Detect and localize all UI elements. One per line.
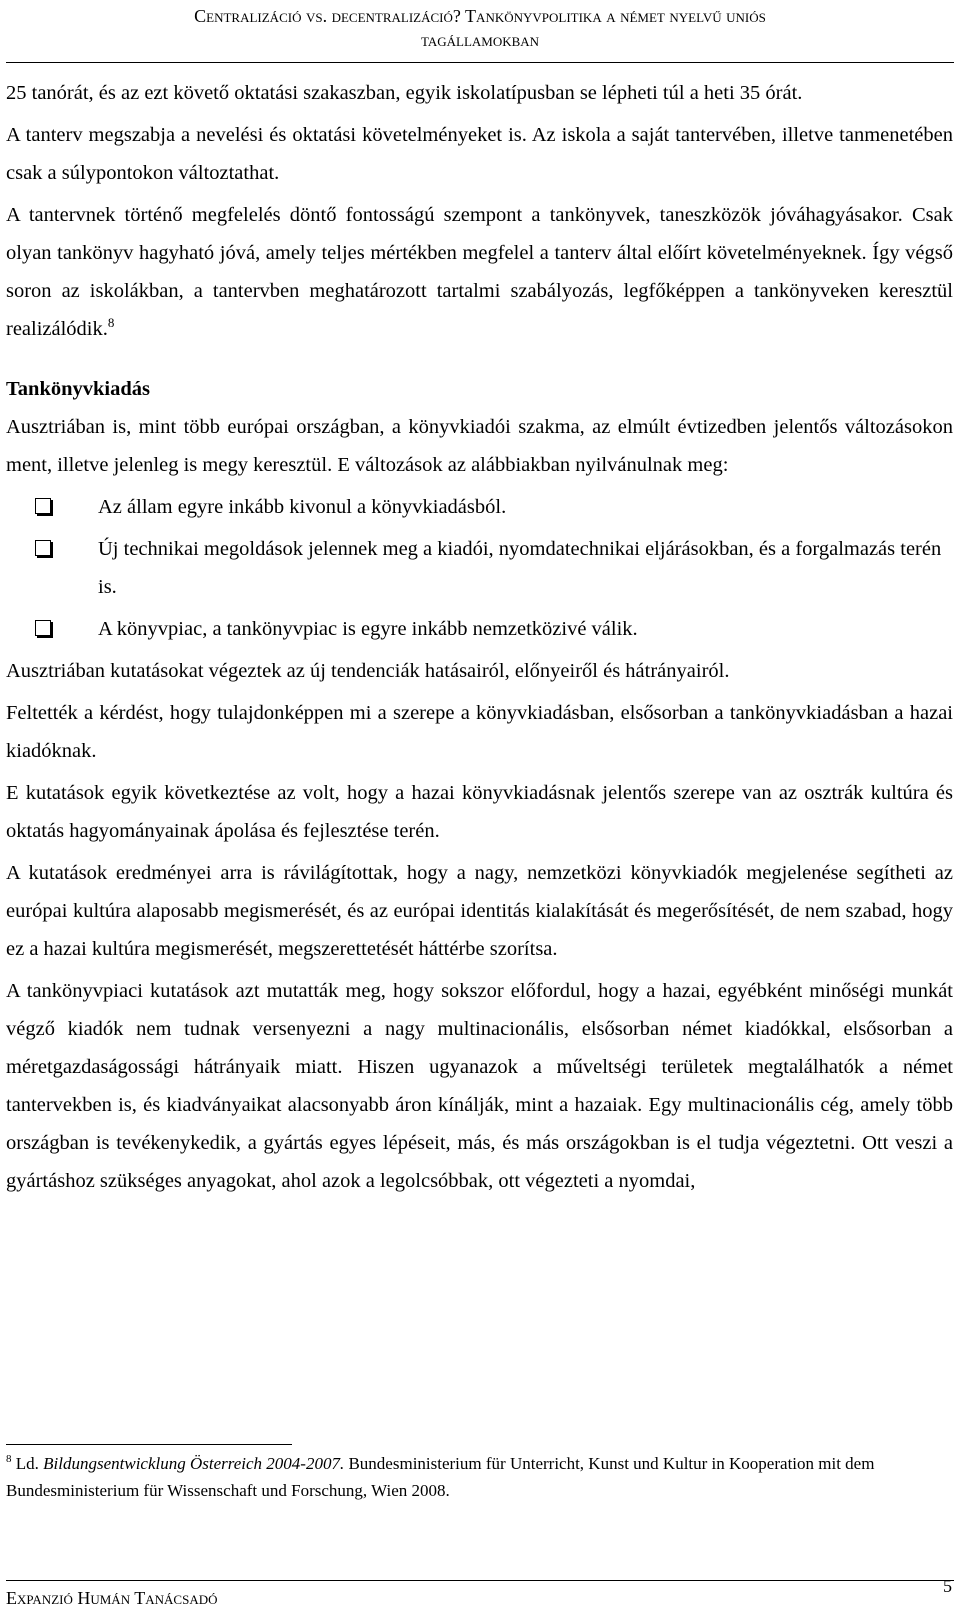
- running-header: [0, 4, 960, 52]
- footnote-divider: [6, 1444, 292, 1445]
- paragraph: [6, 196, 953, 348]
- paragraph-text: A tantervnek történő megfelelés döntő fontosságú szempont a tankönyvek, taneszközök jóváhagyásakor. Csak olyan tankönyv hagyható jóvá, amely teljes mértékben megfelel a tanterv által előírt követelményeknek. Így végső soron az iskolákban, a tantervben meghatározott tartalmi szabályozás, legfőképpen a tankönyveken keresztül realizálódik.: [6, 204, 953, 340]
- header-line-2: tagállamokban: [420, 30, 540, 50]
- footer-divider: [6, 1580, 954, 1581]
- list-item-text: A könyvpiac, a tankönyvpiac is egyre inkább nemzetközivé válik.: [98, 618, 638, 640]
- paragraph: A tanterv megszabja a nevelési és oktatási követelményeket is. Az iskola a saját tantervében, illetve tanmenetében csak a súlypontokon változtathat.: [6, 124, 953, 184]
- paragraph: E kutatások egyik következtése az volt, hogy a hazai könyvkiadásnak jelentős szerepe van az osztrák kultúra és oktatás hagyományainak ápolása és fejlesztése terén.: [6, 782, 953, 842]
- checkbox-bullet-icon: [35, 620, 51, 636]
- list-item: [98, 530, 953, 606]
- paragraph: 25 tanórát, és az ezt követő oktatási szakaszban, egyik iskolatípusban se lépheti túl a heti 35 órát.: [6, 82, 803, 104]
- checkbox-bullet-icon: [35, 498, 51, 514]
- checkbox-bullet-icon: [35, 540, 51, 556]
- footnote: [6, 1450, 926, 1504]
- body-text: [6, 74, 953, 1200]
- section-heading: Tankönyvkiadás: [6, 378, 150, 400]
- checkbox-list: [6, 488, 953, 648]
- paragraph: Ausztriában is, mint több európai országban, a könyvkiadói szakma, az elmúlt évtizedben jelentős változásokon ment, illetve jelenleg is megy keresztül. E változások az alábbiakban nyilvánulnak meg:: [6, 416, 953, 476]
- paragraph: Feltették a kérdést, hogy tulajdonképpen mi a szerepe a könyvkiadásban, elsősorban a tankönyvkiadásban a hazai kiadóknak.: [6, 702, 953, 762]
- footnote-text: Bundesministerium für Unterricht, Kunst und Kultur in Kooperation mit dem Bundesministerium für Wissenschaft und Forschung, Wien 2008.: [6, 1454, 875, 1500]
- list-item-text: Az állam egyre inkább kivonul a könyvkiadásból.: [98, 496, 507, 518]
- list-item-text: Új technikai megoldások jelennek meg a kiadói, nyomdatechnikai eljárásokban, és a forgalmazás terén is.: [98, 538, 942, 598]
- list-item: [98, 488, 953, 526]
- paragraph: A kutatások eredményei arra is rávilágítottak, hogy a nagy, nemzetközi könyvkiadók megjelenése segítheti az európai kultúra alaposabb megismerését, és az európai identitás kialakítását és megerősítését, de nem szabad, hogy ez a hazai kultúra megismerését, megszerettetését háttérbe szorítsa.: [6, 862, 953, 960]
- footnote-reference[interactable]: 8: [107, 315, 115, 330]
- list-item: [98, 610, 953, 648]
- footnote-title: Bildungsentwicklung Österreich 2004-2007.: [43, 1454, 345, 1473]
- header-divider: [6, 62, 954, 63]
- footer-publisher: Expanzió Humán Tanácsadó: [6, 1588, 218, 1608]
- header-line-1: Centralizáció vs. decentralizáció? Tankönyvpolitika a német nyelvű uniós: [194, 6, 766, 26]
- footnote-number: 8: [6, 1453, 12, 1465]
- page-number: 5: [943, 1576, 952, 1596]
- paragraph: Ausztriában kutatásokat végeztek az új tendenciák hatásairól, előnyeiről és hátrányairól.: [6, 660, 730, 682]
- footnote-prefix: Ld.: [15, 1454, 44, 1473]
- paragraph: A tankönyvpiaci kutatások azt mutatták meg, hogy sokszor előfordul, hogy a hazai, egyébként minőségi munkát végző kiadók nem tudnak versenyezni a nagy multinacionális, elsősorban német kiadókkal, elsősorban a méretgazdaságossági hátrányaik miatt. Hiszen ugyanazok a műveltségi területek megtalálhatók a német tantervekben is, és kiadványaikat alacsonyabb áron kínálják, mint a hazaiak. Egy multinacionális cég, amely több országban is tevékenykedik, a gyártás egyes lépéseit, más, és más országokban is el tudja végeztetni. Ott veszi a gyártáshoz szükséges anyagokat, ahol azok a legolcsóbbak, ott végezteti a nyomdai,: [6, 980, 953, 1192]
